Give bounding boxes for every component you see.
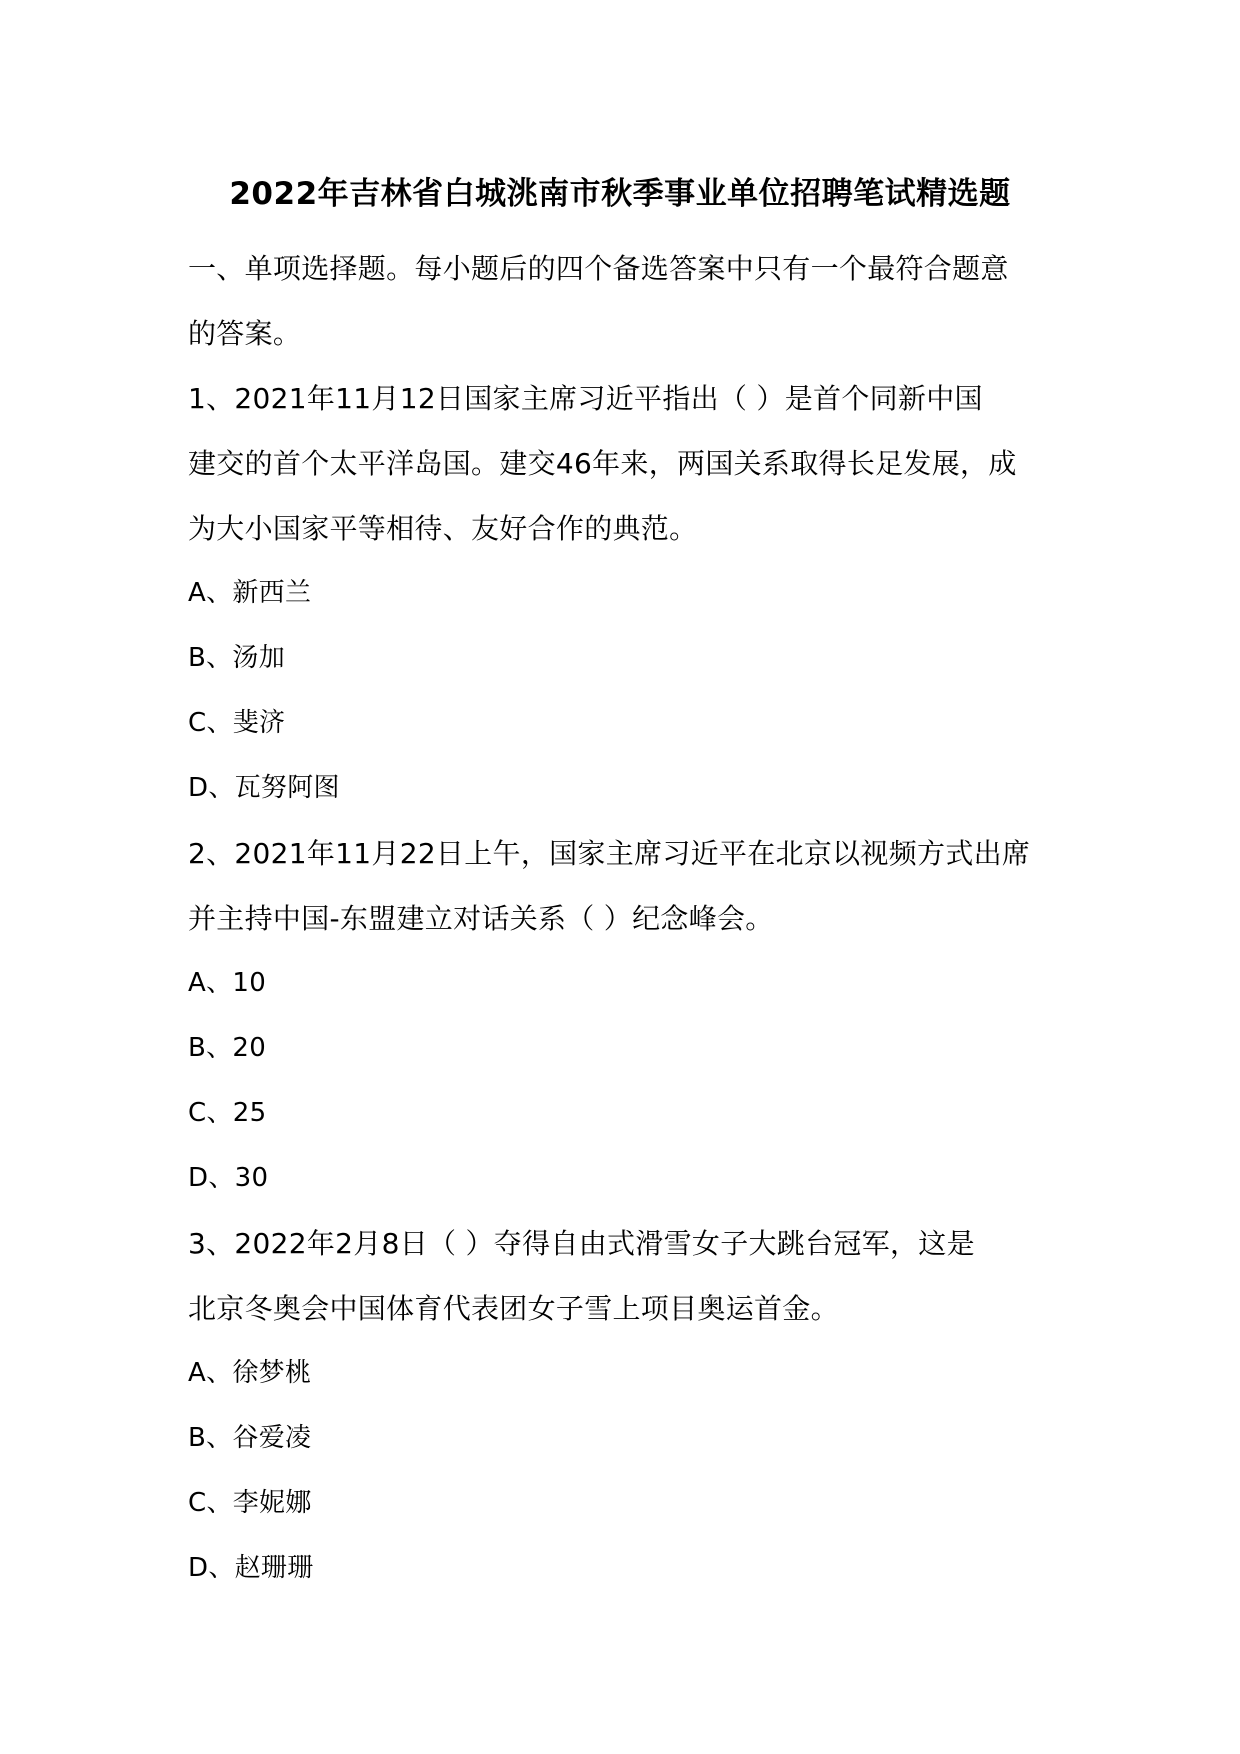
question-stem-line: 1、2021年11月12日国家主席习近平指出（ ）是首个同新中国 xyxy=(188,382,983,415)
answer-option-d: D、30 xyxy=(188,1163,269,1193)
section-heading-line: 的答案。 xyxy=(188,317,302,350)
answer-option-b: B、谷爱凌 xyxy=(188,1423,312,1453)
section-heading-line: 一、单项选择题。每小题后的四个备选答案中只有一个最符合题意 xyxy=(188,252,1009,285)
answer-option-c: C、李妮娜 xyxy=(188,1488,312,1518)
answer-option-b: B、汤加 xyxy=(188,643,286,673)
document-body xyxy=(188,236,1058,1601)
question-3 xyxy=(188,1211,1058,1601)
question-stem-line: 为大小国家平等相待、友好合作的典范。 xyxy=(188,512,698,545)
question-stem-line: 3、2022年2月8日（ ）夺得自由式滑雪女子大跳台冠军，这是 xyxy=(188,1227,975,1260)
question-1 xyxy=(188,366,1058,821)
answer-option-a: A、新西兰 xyxy=(188,578,312,608)
answer-option-b: B、20 xyxy=(188,1033,267,1063)
question-stem-line: 建交的首个太平洋岛国。建交46年来，两国关系取得长足发展，成 xyxy=(188,447,1017,480)
answer-option-a: A、徐梦桃 xyxy=(188,1358,312,1388)
question-2 xyxy=(188,821,1058,1211)
answer-option-a: A、10 xyxy=(188,968,267,998)
answer-option-d: D、瓦努阿图 xyxy=(188,773,340,803)
question-stem-line: 2、2021年11月22日上午，国家主席习近平在北京以视频方式出席 xyxy=(188,837,1031,870)
question-stem-line: 北京冬奥会中国体育代表团女子雪上项目奥运首金。 xyxy=(188,1292,839,1325)
question-stem-line: 并主持中国-东盟建立对话关系（ ）纪念峰会。 xyxy=(188,902,774,935)
section-heading xyxy=(188,236,1058,366)
answer-option-c: C、斐济 xyxy=(188,708,286,738)
answer-option-c: C、25 xyxy=(188,1098,267,1128)
answer-option-d: D、赵珊珊 xyxy=(188,1553,314,1583)
document-title: 2022年吉林省白城洮南市秋季事业单位招聘笔试精选题 xyxy=(229,176,1011,212)
